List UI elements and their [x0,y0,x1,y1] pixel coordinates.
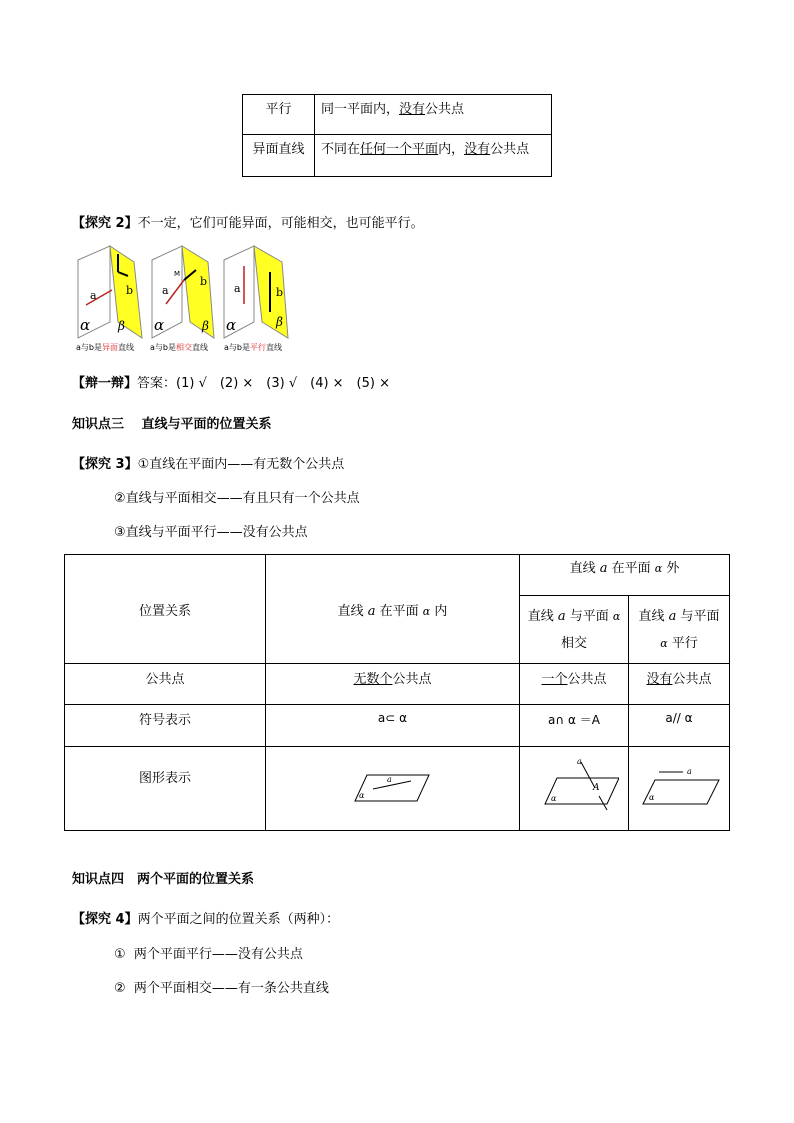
svg-text:a: a [687,766,692,776]
desc-text: 不同在 [321,142,361,157]
desc-underlined: 任何 [360,142,387,157]
desc-underlined: 平面 [412,142,439,157]
desc-text: 公共点 [490,142,530,157]
common-parallel-cell: 没有公共点 [629,664,730,705]
row-figure-label-cell [65,747,266,831]
fig3-a-label: a [234,282,241,295]
svg-text:α: α [551,793,557,803]
debate-answers: 答案：(1) √ (2) × (3) √ (4) × (5) × [137,376,390,391]
figure-intersect [150,246,214,352]
fig2-alpha-label: α [154,316,165,334]
desc-text: 内， [438,142,465,157]
row-symbol-label-cell [65,705,266,747]
figure-line-in-plane [353,769,433,809]
fig1-beta-label: β [118,319,125,333]
common-intersect-cell: 一个公共点 [520,664,629,705]
explore2-line [72,212,424,231]
explore3-item: ①直线在平面内——有无数个公共点 [137,457,345,472]
desc-underlined: 没有 [464,142,491,157]
common-inside-cell: 无数个公共点 [266,664,520,705]
figure-inside-cell [266,747,520,831]
debate-tag: 【辩一辩】 [72,376,138,391]
figure-skew [76,246,142,352]
term-cell [243,135,315,177]
explore2-text: 不一定，它们可能异面，可能相交，也可能平行。 [137,216,424,231]
header-relation-cell [65,555,266,664]
explore3-line3: ③直线与平面平行——没有公共点 [114,525,308,540]
fig2-beta-label: β [202,319,209,333]
term-cell [243,95,315,135]
figure-line-parallel-plane [637,764,721,814]
explore4-item2: ② 两个平面相交——有一条公共直线 [114,981,329,996]
explore4-text: 两个平面之间的位置关系（两种）： [137,912,340,927]
row-common-label: 公共点 [145,672,185,687]
fig3-alpha-label: α [226,316,237,334]
fig3-beta-label: β [276,315,283,329]
svg-text:A: A [593,782,600,793]
fig1-alpha-label: α [80,316,91,334]
explore4-line [72,908,339,927]
kp4-heading: 知识点四 两个平面的位置关系 [72,872,255,887]
header-parallel-cell: 直线 a 与平面 α 平行 [629,596,730,664]
explore3-line2: ②直线与平面相交——有且只有一个公共点 [114,491,360,506]
svg-text:a: a [577,756,582,766]
explore3-tag: 【探究 3】 [72,457,138,472]
figure-line-intersect-plane [529,756,619,822]
explore4-item1: ① 两个平面平行——没有公共点 [114,947,303,962]
definitions-table [242,94,552,177]
fig2-b-label: b [200,275,208,288]
fig3-b-label: b [276,286,284,299]
header-outside-cell: 直线 a 在平面 α 外 [520,555,730,596]
desc-cell [315,135,552,177]
figure-parallel-cell [629,747,730,831]
desc-text: 同一平面内， [321,102,400,117]
figure-parallel [224,246,288,352]
fig2-a-label: a [162,284,169,297]
debate-line [72,372,390,391]
term-parallel: 平行 [265,102,292,117]
desc-text: 公共点 [425,102,465,117]
fig1-b-label: b [126,284,134,297]
svg-text:α: α [358,790,364,800]
row-figure-label: 图形表示 [138,771,191,786]
fig2-caption: a与b是相交直线 [150,343,208,352]
row-symbol-label: 符号表示 [138,713,191,728]
desc-underlined: 一个 [386,142,413,157]
explore2-tag: 【探究 2】 [72,216,138,231]
fig1-caption: a与b是异面直线 [76,343,134,352]
symbol-inside-cell: a⊂ α [266,705,520,747]
desc-cell [315,95,552,135]
svg-text:a: a [386,774,392,784]
line-relation-figures [72,240,302,358]
line-plane-table [64,554,730,831]
explore4-tag: 【探究 4】 [72,912,138,927]
fig3-caption: a与b是平行直线 [224,343,282,352]
header-inside-cell: 直线 a 在平面 α 内 [266,555,520,664]
kp3-heading: 知识点三 直线与平面的位置关系 [72,417,272,432]
symbol-intersect-cell: a∩ α ＝A [520,705,629,747]
fig1-a-label: a [90,289,97,302]
svg-text:α: α [649,792,655,802]
symbol-parallel-cell: a// α [629,705,730,747]
figure-intersect-cell [520,747,629,831]
fig2-m-label: M [174,270,181,278]
row-common-label-cell [65,664,266,705]
header-intersect-cell: 直线 a 与平面 α 相交 [520,596,629,664]
header-relation: 位置关系 [138,603,191,619]
explore3-line1 [72,453,344,472]
desc-underlined: 没有 [399,102,426,117]
term-skew: 异面直线 [252,142,305,157]
